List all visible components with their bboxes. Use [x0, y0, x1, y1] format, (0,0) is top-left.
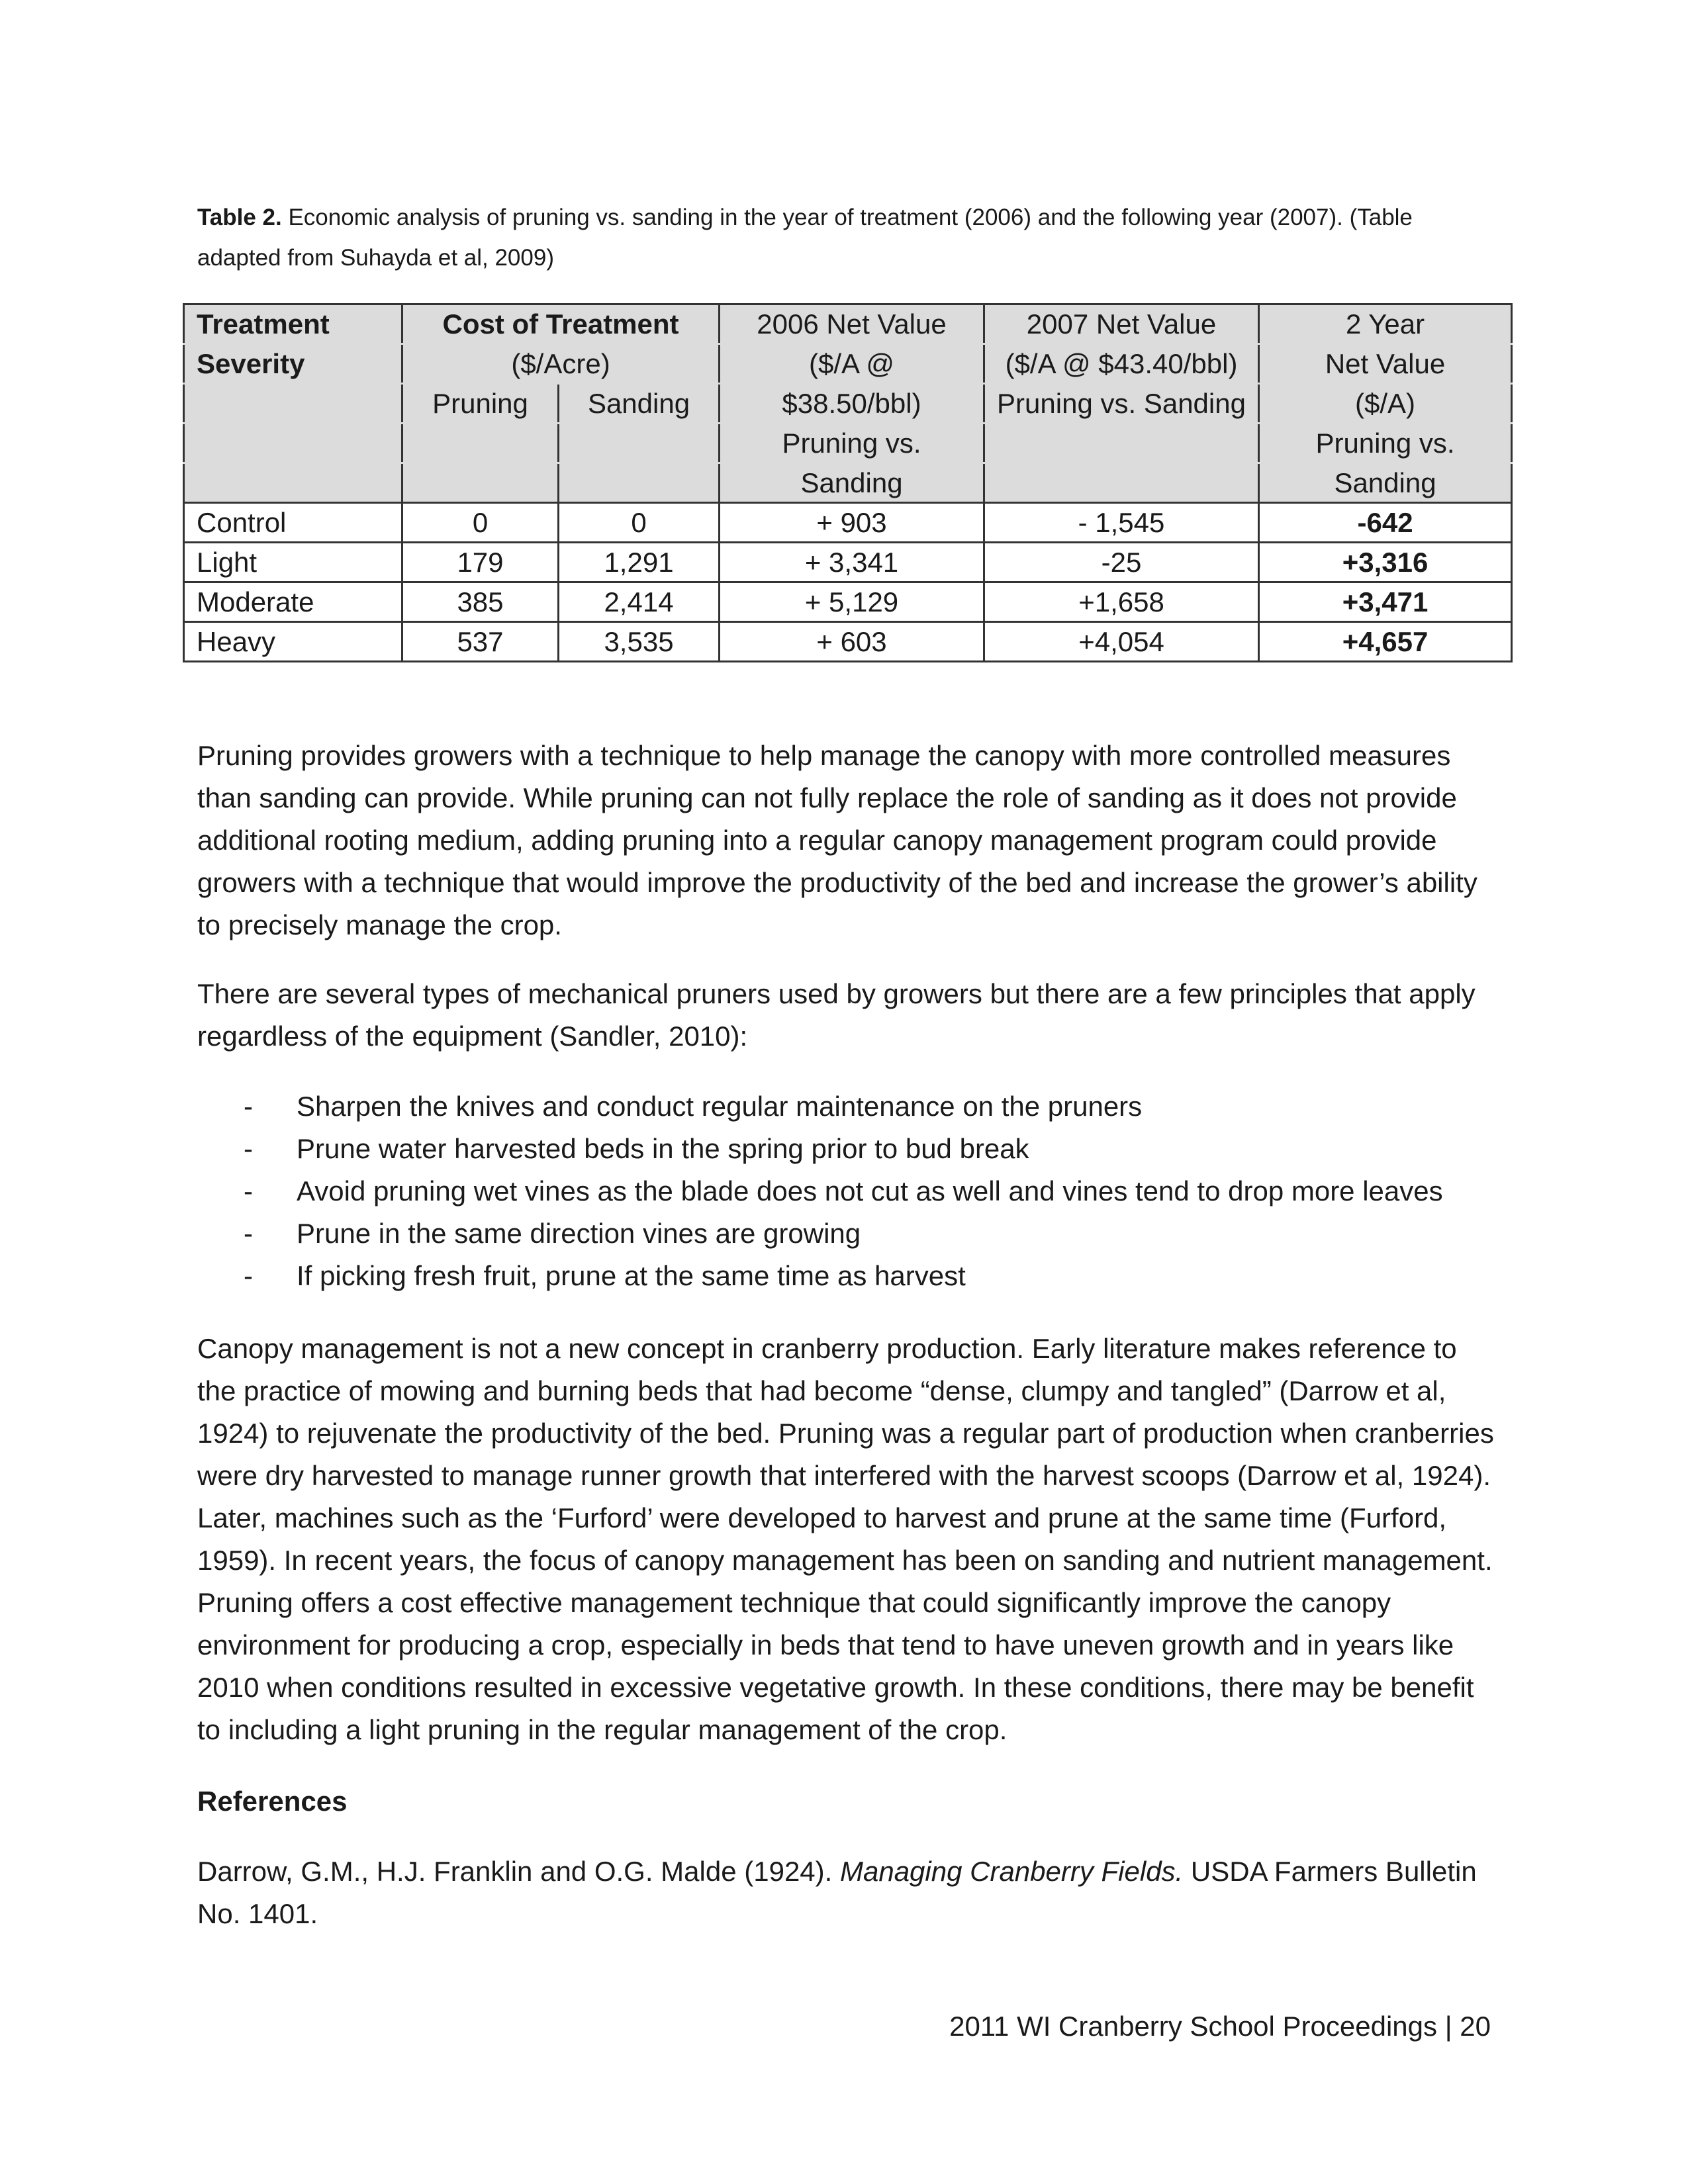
table-row	[184, 582, 1512, 622]
list-dash: -	[244, 1218, 253, 1249]
cell-twoyear: +3,316	[1259, 543, 1512, 582]
list-item	[197, 1085, 1495, 1128]
cell-net2006: + 3,341	[720, 543, 984, 582]
cell-sanding: 0	[559, 503, 720, 543]
cell-net2006: + 5,129	[720, 582, 984, 622]
list-item	[197, 1212, 1495, 1255]
list-dash: -	[244, 1260, 253, 1291]
header-blank-c	[402, 424, 559, 463]
list-dash: -	[244, 1133, 253, 1164]
header-blank-f	[184, 463, 402, 503]
reference-rest: USDA Farmers Bulletin No. 1401.	[197, 1856, 1477, 1929]
references-heading: References	[197, 1786, 348, 1817]
cell-severity: Light	[184, 543, 402, 582]
paragraph-pruner-principles: There are several types of mechanical pruners used by growers but there are a few principles that apply regardless of the equipment (Sandler, 2010):	[197, 978, 1476, 1052]
header-2006-line4: Pruning vs.	[720, 424, 984, 463]
header-blank-i	[984, 463, 1259, 503]
header-2006-line2: ($/A @	[720, 344, 984, 384]
header-2006-line5: Sanding	[720, 463, 984, 503]
cell-net2007: +4,054	[984, 622, 1259, 662]
cell-pruning: 385	[402, 582, 559, 622]
table-row	[184, 503, 1512, 543]
paragraph-pruning-overview: Pruning provides growers with a technique to help manage the canopy with more controlled measures than sanding can provide. While pruning can not fully replace the role of sanding as it does not provide additional rooting medium, adding pruning into a regular canopy management program could provide growers with a technique that would improve the productivity of the bed and increase the grower’s ability to precisely manage the crop.	[197, 740, 1477, 940]
header-2006-net-value: 2006 Net Value	[720, 304, 984, 344]
table-caption-label: Table 2.	[197, 205, 282, 230]
header-cost-unit: ($/Acre)	[402, 344, 720, 384]
header-treatment-severity-line2: Severity	[184, 344, 402, 384]
list-item	[197, 1128, 1495, 1170]
list-item-text: Avoid pruning wet vines as the blade does not cut as well and vines tend to drop more leaves	[297, 1175, 1443, 1206]
list-item-text: Prune in the same direction vines are growing	[297, 1218, 861, 1249]
header-two-year-line5: Sanding	[1259, 463, 1512, 503]
header-blank-a	[184, 384, 402, 424]
header-2007-net-value: 2007 Net Value	[984, 304, 1259, 344]
header-2007-line3: Pruning vs. Sanding	[984, 384, 1259, 424]
header-2007-line2: ($/A @ $43.40/bbl)	[984, 344, 1259, 384]
cell-sanding: 2,414	[559, 582, 720, 622]
table-row	[184, 622, 1512, 662]
header-treatment-severity: Treatment	[184, 304, 402, 344]
paragraph-canopy-management: Canopy management is not a new concept in cranberry production. Early literature makes reference to the practice of mowing and burning beds that had become “dense, clumpy and tangled” (Darrow et al, 1924) to rejuvenate the productivity of the bed. Pruning was a regular part of production when cranberries were dry harvested to manage runner growth that interfered with the harvest scoops (Darrow et al, 1924). Later, machines such as the ‘Furford’ were developed to harvest and prune at the same time (Furford, 1959). In recent years, the focus of canopy management has been on sanding and nutrient management. Pruning offers a cost effective management technique that could significantly improve the canopy environment for producing a crop, especially in beds that tend to have uneven growth and in years like 2010 when conditions resulted in excessive vegetative growth. In these conditions, there may be benefit to including a light pruning in the regular management of the crop.	[197, 1333, 1494, 1745]
economic-analysis-table	[183, 303, 1513, 662]
reference-title: Managing Cranberry Fields.	[839, 1856, 1184, 1887]
list-dash: -	[244, 1091, 253, 1122]
header-blank-g	[402, 463, 559, 503]
cell-net2006: + 903	[720, 503, 984, 543]
header-two-year-line2: Net Value	[1259, 344, 1512, 384]
cell-sanding: 1,291	[559, 543, 720, 582]
cell-severity: Heavy	[184, 622, 402, 662]
reference-authors: Darrow, G.M., H.J. Franklin and O.G. Malde (1924).	[197, 1856, 840, 1887]
page-footer: 2011 WI Cranberry School Proceedings | 20	[949, 2011, 1491, 2042]
cell-severity: Control	[184, 503, 402, 543]
list-item-text: Prune water harvested beds in the spring prior to bud break	[297, 1133, 1029, 1164]
cell-net2007: +1,658	[984, 582, 1259, 622]
cell-severity: Moderate	[184, 582, 402, 622]
cell-pruning: 537	[402, 622, 559, 662]
pruning-principles-list	[197, 1085, 1495, 1297]
table-row	[184, 543, 1512, 582]
cell-pruning: 179	[402, 543, 559, 582]
header-sanding: Sanding	[559, 384, 720, 424]
table-caption	[197, 197, 1495, 278]
cell-twoyear: +3,471	[1259, 582, 1512, 622]
reference-entry	[197, 1850, 1495, 1935]
cell-net2007: -25	[984, 543, 1259, 582]
cell-twoyear: +4,657	[1259, 622, 1512, 662]
list-item	[197, 1170, 1495, 1212]
cell-pruning: 0	[402, 503, 559, 543]
cell-net2007: - 1,545	[984, 503, 1259, 543]
list-item-text: If picking fresh fruit, prune at the same time as harvest	[297, 1260, 966, 1291]
list-dash: -	[244, 1175, 253, 1206]
cell-sanding: 3,535	[559, 622, 720, 662]
header-blank-d	[559, 424, 720, 463]
header-blank-h	[559, 463, 720, 503]
header-pruning: Pruning	[402, 384, 559, 424]
cell-twoyear: -642	[1259, 503, 1512, 543]
header-two-year-net-value: 2 Year	[1259, 304, 1512, 344]
header-blank-e	[984, 424, 1259, 463]
header-blank-b	[184, 424, 402, 463]
cell-net2006: + 603	[720, 622, 984, 662]
header-cost-of-treatment: Cost of Treatment	[402, 304, 720, 344]
header-two-year-line3: ($/A)	[1259, 384, 1512, 424]
table-caption-text: Economic analysis of pruning vs. sanding in the year of treatment (2006) and the following year (2007). (Table adapted from Suhayda et al, 2009)	[197, 205, 1413, 271]
list-item	[197, 1255, 1495, 1297]
list-item-text: Sharpen the knives and conduct regular maintenance on the pruners	[297, 1091, 1143, 1122]
header-two-year-line4: Pruning vs.	[1259, 424, 1512, 463]
header-2006-line3: $38.50/bbl)	[720, 384, 984, 424]
